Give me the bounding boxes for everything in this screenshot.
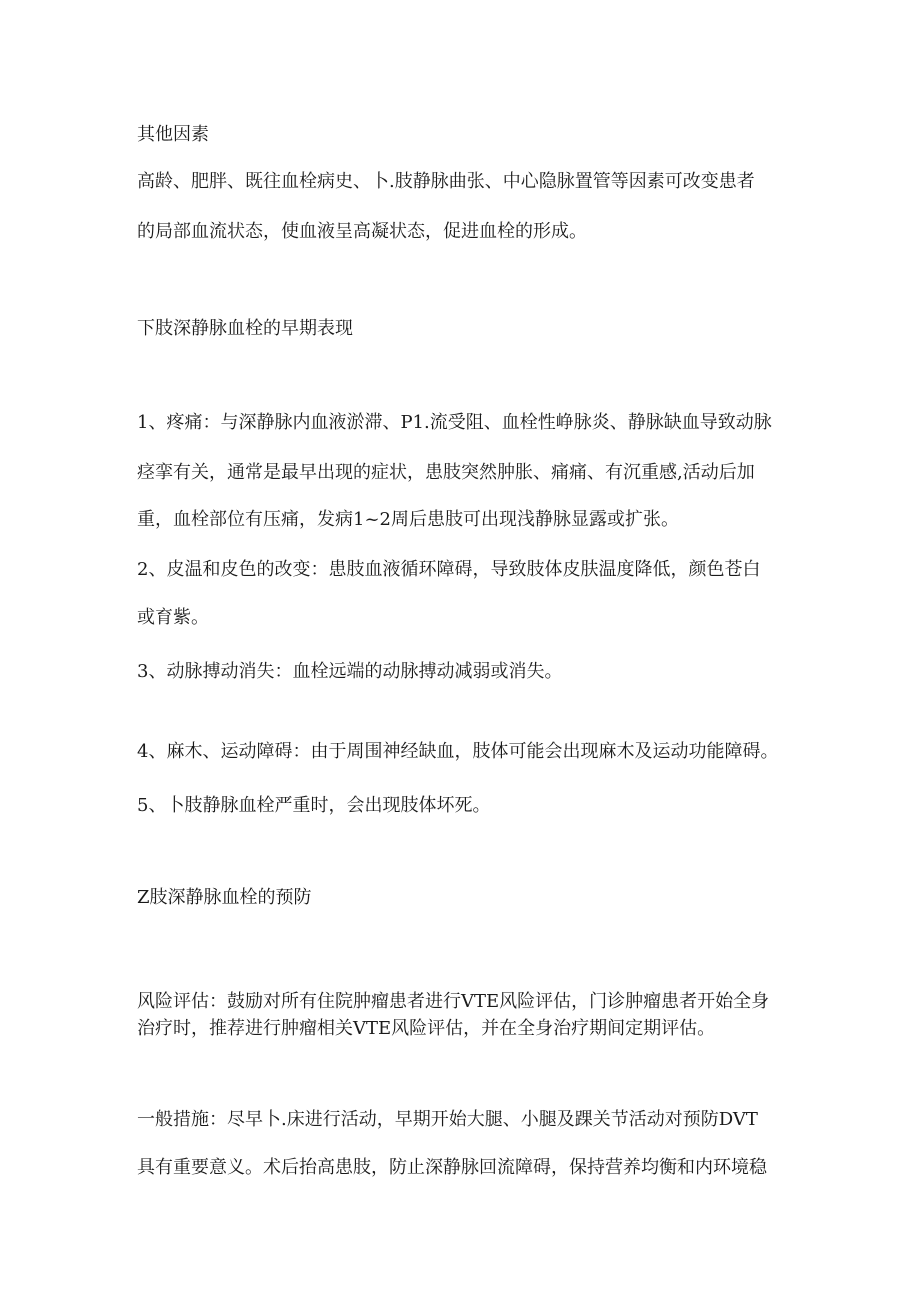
other-factors-text-line: 高龄、肥胖、既往血栓病史、卜.肢静脉曲张、中心隐脉置管等因素可改变患者 [137, 171, 755, 192]
early-signs-heading: 下肢深静脉血栓的早期表现 [137, 318, 353, 339]
early-sign-skin-line: 或育紫。 [137, 607, 209, 628]
risk-assessment-line: 治疗时，推荐进行肿瘤相关VTE风险评估，并在全身治疗期间定期评估。 [137, 1018, 716, 1039]
early-sign-pulse-line: 3、动脉搏动消失：血栓远端的动脉搏动减弱或消失。 [137, 661, 563, 682]
other-factors-text-line: 的局部血流状态，使血液呈高凝状态，促进血栓的形成。 [137, 221, 587, 242]
early-sign-necrosis-line: 5、卜肢静脉血栓严重时，会出现肢体坏死。 [137, 795, 491, 816]
early-sign-skin-line: 2、皮温和皮色的改变：患肢血液循环障碍，导致肢体皮肤温度降低，颜色苍白 [137, 559, 761, 580]
general-measures-line: 具有重要意义。术后抬高患肢，防止深静脉回流障碍，保持营养均衡和内环境稳 [137, 1157, 767, 1178]
general-measures-line: 一般措施：尽早卜.床进行活动，早期开始大腿、小腿及踝关节活动对预防DVT [137, 1109, 758, 1130]
risk-assessment-line: 风险评估：鼓励对所有住院肿瘤患者进行VTE风险评估，门诊肿瘤患者开始全身 [137, 991, 770, 1012]
early-sign-pain-line: 痉挛有关，通常是最早出现的症状，患肢突然肿胀、痛痛、有沉重感,活动后加 [137, 462, 755, 483]
early-sign-pain-line: 1、疼痛：与深静脉内血液淤滞、P1.流受阻、血栓性峥脉炎、静脉缺血导致动脉 [137, 412, 772, 433]
prevention-heading: Z肢深静脉血栓的预防 [137, 887, 312, 908]
early-sign-pain-line: 重，血栓部位有压痛，发病1~2周后患肢可出现浅静脉显露或扩张。 [137, 509, 679, 530]
other-factors-heading: 其他因素 [137, 124, 209, 145]
early-sign-numbness-line: 4、麻木、运动障碍：由于周围神经缺血，肢体可能会出现麻木及运动功能障碍。 [137, 741, 779, 762]
